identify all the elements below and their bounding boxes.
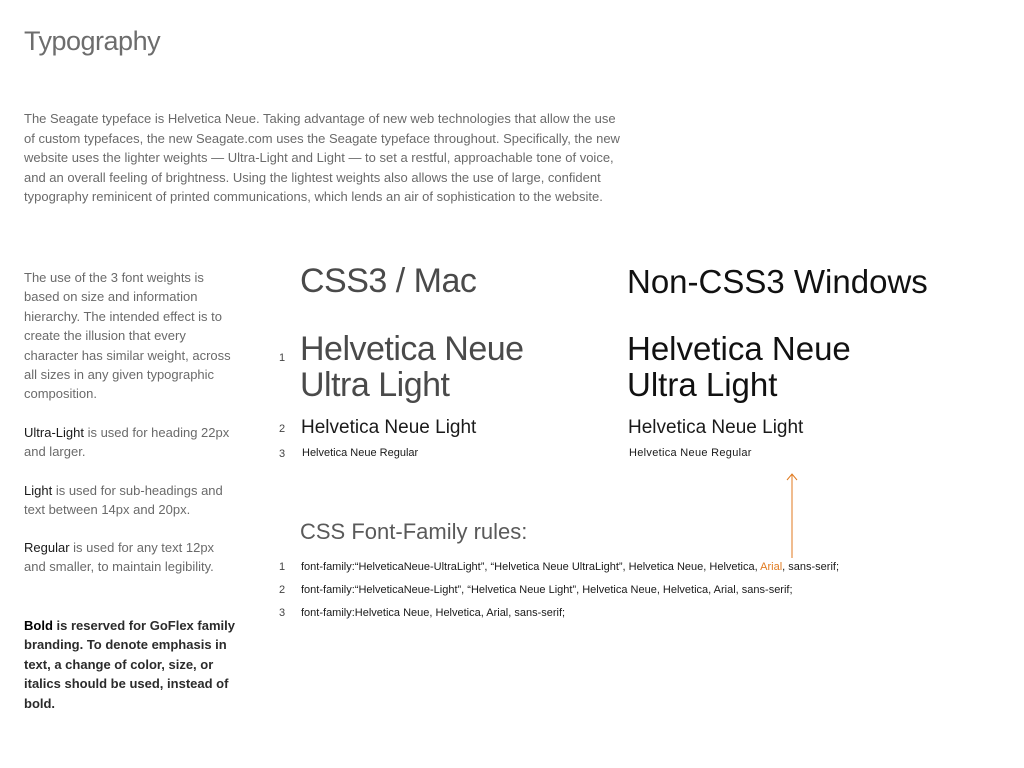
ultralight-term: Ultra-Light [24, 425, 84, 440]
bold-term: Bold [24, 618, 53, 633]
css-rule-1 [301, 561, 839, 573]
light-term: Light [24, 483, 53, 498]
regular-text: is used for any text 12px and smaller, to maintain legibility. [24, 540, 215, 575]
mac-ultralight-sample [300, 331, 524, 403]
css-rule-3: font-family:Helvetica Neue, Helvetica, Arial, sans-serif; [301, 607, 566, 619]
windows-light-sample: Helvetica Neue Light [628, 417, 804, 438]
ultralight-text: is used for heading 22px and larger. [24, 425, 230, 460]
css-rules-heading: CSS Font-Family rules: [300, 519, 528, 544]
mac-column-heading: CSS3 / Mac [300, 262, 477, 300]
rule-number-3: 3 [279, 607, 286, 619]
css-rule-1-tail: , sans-serif; [782, 561, 840, 573]
bold-note [24, 616, 244, 713]
rule-number-2: 2 [279, 584, 286, 596]
light-text: is used for sub-headings and text between 14px and 20px. [24, 483, 223, 518]
windows-ultralight-sample [627, 331, 851, 403]
mac-light-sample: Helvetica Neue Light [301, 417, 477, 438]
arrow-up-icon [786, 472, 798, 558]
regular-note [24, 538, 239, 577]
css-rule-2: font-family:“HelveticaNeue-Light”, “Helvetica Neue Light”, Helvetica Neue, Helvetica, Arial, sans-serif; [301, 584, 793, 596]
sample-number-2: 2 [279, 423, 286, 435]
mac-ultralight-line1: Helvetica Neue [300, 330, 524, 368]
intro-paragraph: The Seagate typeface is Helvetica Neue. Taking advantage of new web technologies that allow the use of custom typefaces, the new Seagate.com uses the Seagate typeface throughout. Specifically, the new website uses the lighter weights — Ultra-Light and Light — to set a restful, approachable tone of voice, and an overall feeling of brightness. Using the lightest weights also allows the use of large, confident typography reminicent of printed communications, which lends an air of sophistication to the website. [24, 111, 620, 204]
sample-number-1: 1 [279, 352, 286, 364]
page-title: Typography [24, 26, 161, 56]
windows-ultralight-line2: Ultra Light [627, 366, 778, 403]
mac-ultralight-line2: Ultra Light [300, 366, 450, 404]
weights-note: The use of the 3 font weights is based on size and information hierarchy. The intended effect is to create the illusion that every character has similar weight, across all sizes in any given typographic composition. [24, 270, 231, 402]
ultralight-note [24, 423, 239, 462]
bold-text: is reserved for GoFlex family branding. To denote emphasis in text, a change of color, size, or italics should be used, instead of bold. [24, 618, 235, 711]
css-rule-1-text: font-family:“HelveticaNeue-UltraLight”, “Helvetica Neue UltraLight”, Helvetica Neue, Helvetica, [301, 561, 761, 573]
windows-regular-sample: Helvetica Neue Regular [629, 447, 752, 459]
windows-ultralight-line1: Helvetica Neue [627, 330, 851, 367]
sample-number-3: 3 [279, 448, 286, 460]
mac-regular-sample: Helvetica Neue Regular [302, 447, 419, 459]
css-rule-1-highlight: Arial [760, 561, 783, 573]
light-note [24, 481, 239, 520]
rule-number-1: 1 [279, 561, 286, 573]
regular-term: Regular [24, 540, 70, 555]
windows-column-heading: Non-CSS3 Windows [627, 263, 928, 300]
